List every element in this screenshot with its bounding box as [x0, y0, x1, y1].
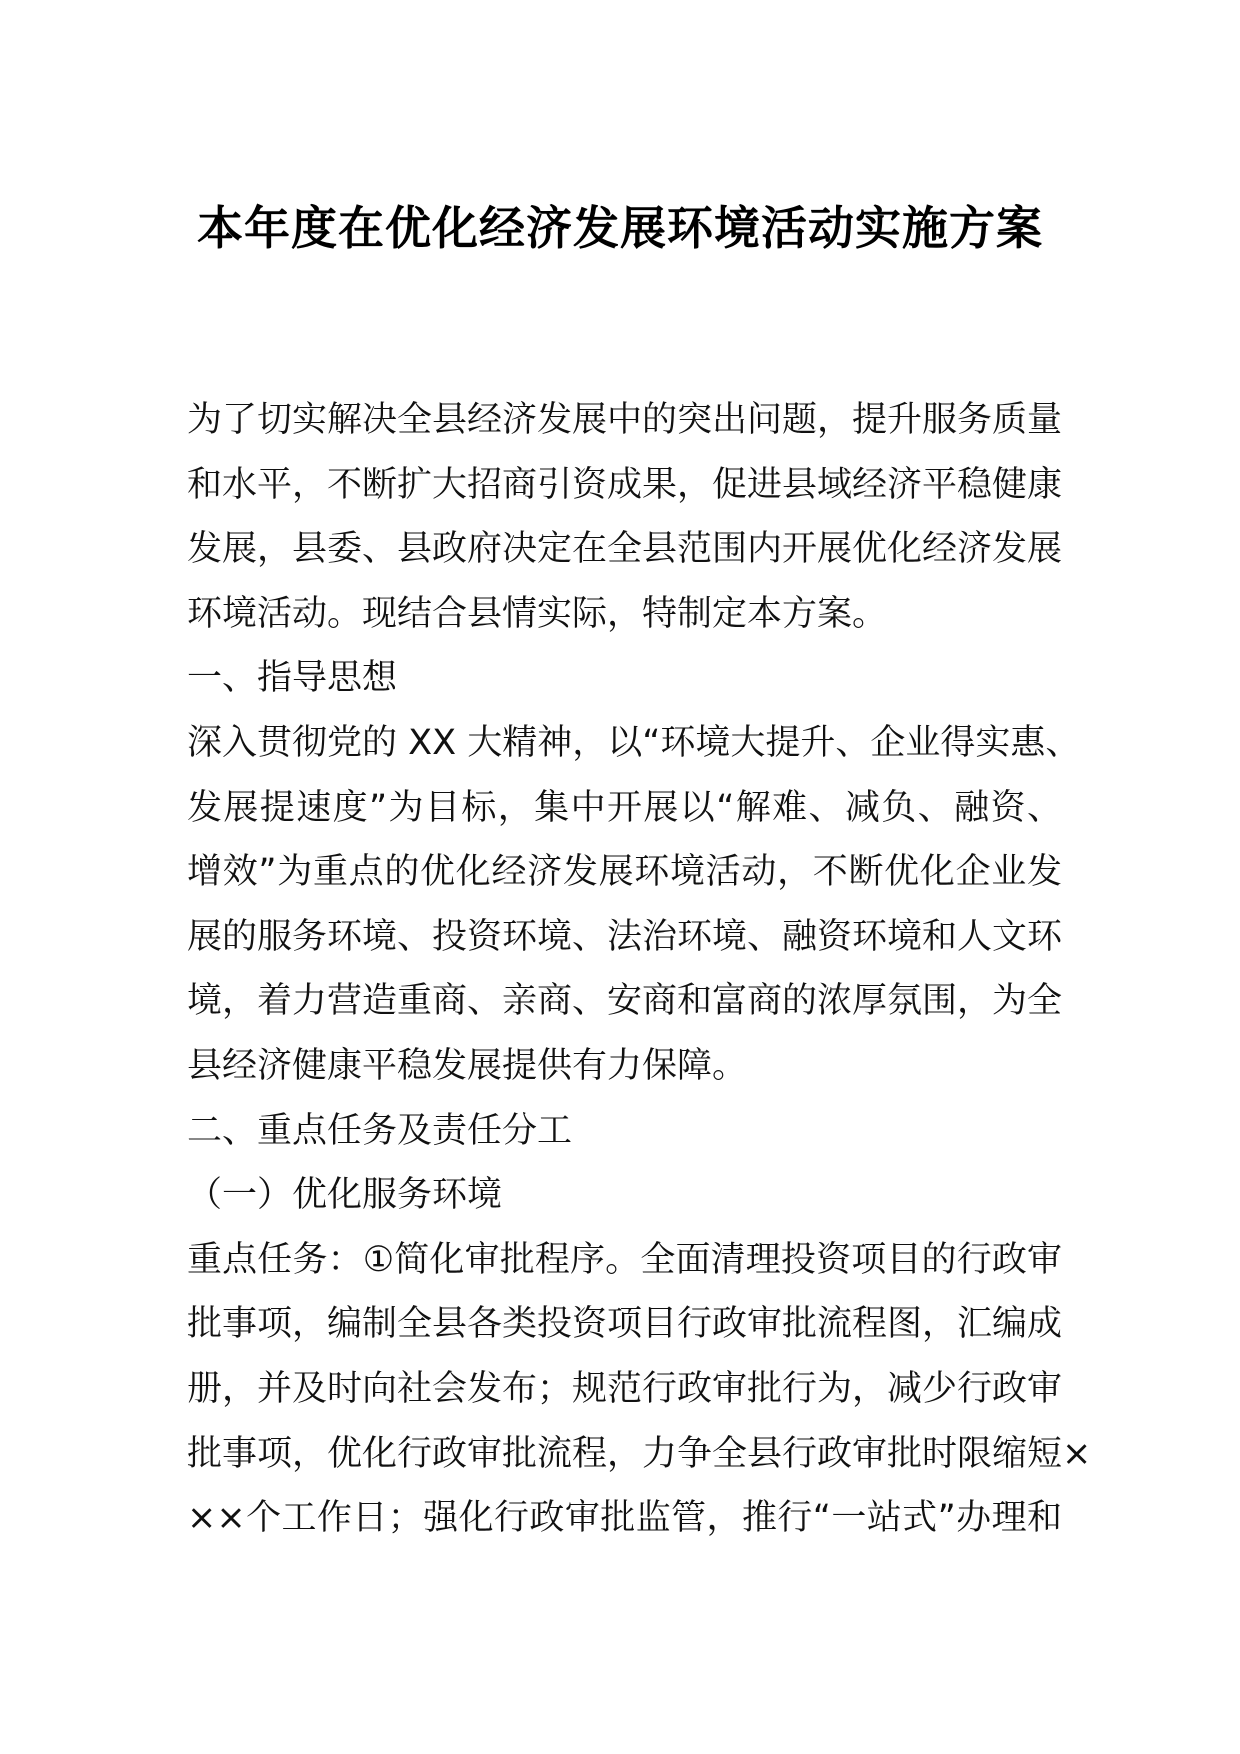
- paragraph-line: 重点任务：①简化审批程序。全面清理投资项目的行政审: [187, 1239, 1062, 1280]
- document-title: 本年度在优化经济发展环境活动实施方案: [197, 201, 1043, 255]
- paragraph-line: 为了切实解决全县经济发展中的突出问题，提升服务质量: [187, 400, 1063, 440]
- paragraph-line: 发展，县委、县政府决定在全县范围内开展优化经济发展: [187, 529, 1063, 570]
- document-body: [187, 388, 1092, 1551]
- paragraph-line: ××个工作日；强化行政审批监管，推行“一站式”办理和: [187, 1498, 1062, 1539]
- paragraph-line: 册，并及时向社会发布；规范行政审批行为，减少行政审: [187, 1368, 1063, 1409]
- paragraph-line: 深入贯彻党的 XX 大精神，以“环境大提升、企业得实惠、: [187, 722, 1081, 763]
- paragraph-line: 境，着力营造重商、亲商、安商和富商的浓厚氛围，为全: [187, 981, 1063, 1022]
- paragraph-line: 环境活动。现结合县情实际，特制定本方案。: [187, 593, 888, 634]
- section-heading: 一、指导思想: [187, 658, 398, 699]
- section-heading: （一）优化服务环境: [187, 1175, 503, 1216]
- paragraph-line: 发展提速度”为目标，集中开展以“解难、减负、融资、: [187, 787, 1062, 828]
- paragraph-line: 展的服务环境、投资环境、法治环境、融资环境和人文环: [187, 916, 1063, 957]
- section-heading: 二、重点任务及责任分工: [187, 1110, 573, 1151]
- paragraph-line: 批事项，编制全县各类投资项目行政审批流程图，汇编成: [187, 1304, 1063, 1345]
- paragraph-line: 县经济健康平稳发展提供有力保障。: [187, 1045, 748, 1086]
- paragraph-line: 增效”为重点的优化经济发展环境活动，不断优化企业发: [187, 852, 1062, 893]
- paragraph-line: 批事项，优化行政审批流程，力争全县行政审批时限缩短×: [187, 1433, 1092, 1474]
- paragraph-line: 和水平，不断扩大招商引资成果，促进县域经济平稳健康: [187, 464, 1063, 505]
